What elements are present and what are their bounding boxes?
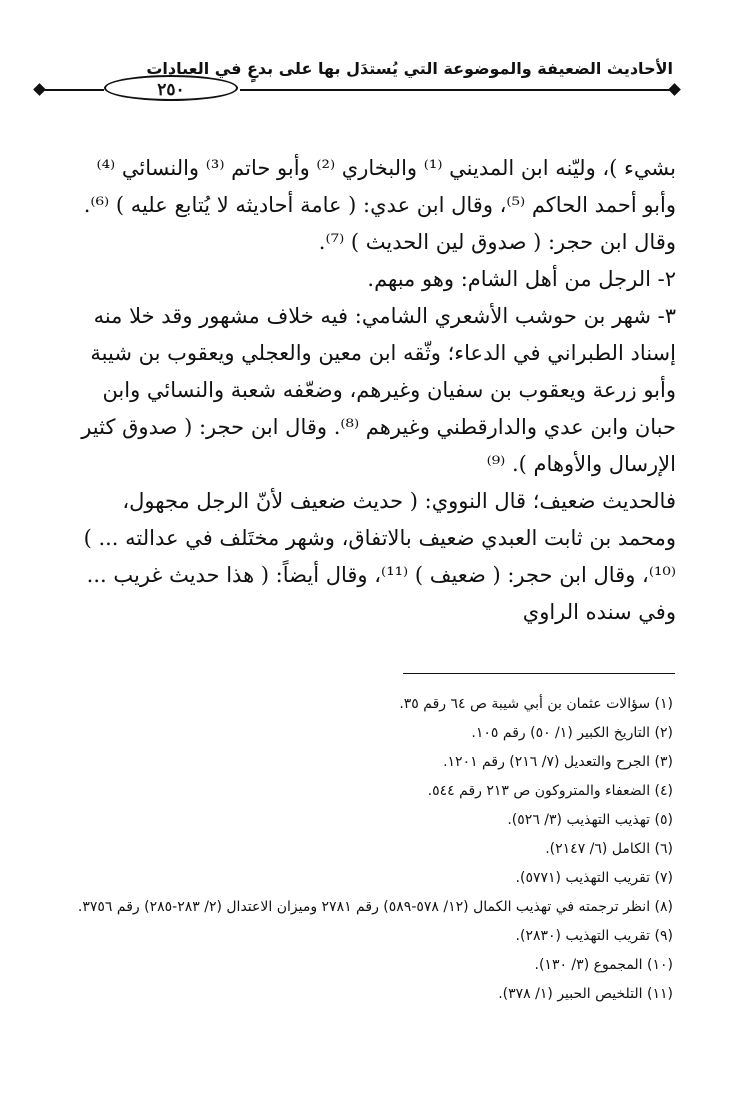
footnote-8: (٨) انظر ترجمته في تهذيب الكمال (١٢/ ٥٧٨-٥٨٩) رقم ٢٧٨١ وميزان الاعتدال (٢/ ٢٨٣-٢٨٥) رقم ٣٧٥٦. <box>77 899 673 915</box>
header-rule-right <box>240 89 679 91</box>
diamond-ornament-right-icon <box>668 83 681 96</box>
footnote-3: (٣) الجرح والتعديل (٧/ ٢١٦) رقم ١٢٠١. <box>443 754 673 770</box>
body-text <box>66 150 676 631</box>
footnote-4: (٤) الضعفاء والمتروكون ص ٢١٣ رقم ٥٤٤. <box>427 783 673 799</box>
header-rule-left <box>42 89 104 91</box>
diamond-ornament-left-icon <box>33 83 46 96</box>
footnote-5: (٥) تهذيب التهذيب (٣/ ٥٢٦). <box>507 812 673 828</box>
footnote-9: (٩) تقريب التهذيب (٢٨٣٠). <box>515 928 673 944</box>
footnote-2: (٢) التاريخ الكبير (١/ ٥٠) رقم ١٠٥. <box>471 725 673 741</box>
page-number: ٢٥٠ <box>104 75 238 101</box>
paragraph-narrators-grading: بشيء )، وليّنه ابن المديني ⁽¹⁾ والبخاري ⁽²⁾ وأبو حاتم ⁽³⁾ والنسائي ⁽⁴⁾ وأبو أحمد الحاكم ⁽⁵⁾، وقال ابن عدي: ( عامة أحاديثه لا يُتابع عليه ) ⁽⁶⁾. وقال ابن حجر: ( صدوق لين الحديث ) ⁽⁷⁾. <box>83 156 676 254</box>
paragraph-narrator-2: ٢- الرجل من أهل الشام: وهو مبهم. <box>367 267 676 291</box>
footnote-10: (١٠) المجموع (٣/ ١٣٠). <box>534 957 673 973</box>
footnote-11: (١١) التلخيص الحبير (١/ ٣٧٨). <box>498 986 673 1002</box>
footnote-separator <box>403 673 675 674</box>
paragraph-hadith-verdict: فالحديث ضعيف؛ قال النووي: ( حديث ضعيف لأنّ الرجل مجهول، ومحمد بن ثابت العبدي ضعيف بالاتفاق، وشهر مختَلف في عدالته ... ) ⁽¹⁰⁾، وقال ابن حجر: ( ضعيف ) ⁽¹¹⁾، وقال أيضاً: ( هذا حديث غريب ... وفي سنده الراوي <box>83 489 676 624</box>
running-header-title: الأحاديث الضعيفة والموضوعة التي يُستدَل بها على بدعٍ في العبادات <box>146 59 673 78</box>
footnotes <box>60 690 673 1009</box>
footnote-7: (٧) تقريب التهذيب (٥٧٧١). <box>515 870 673 886</box>
footnote-6: (٦) الكامل (٦/ ٢١٤٧). <box>545 841 673 857</box>
footnote-1: (١) سؤالات عثمان بن أبي شيبة ص ٦٤ رقم ٣٥. <box>399 696 673 712</box>
paragraph-narrator-3: ٣- شهر بن حوشب الأشعري الشامي: فيه خلاف مشهور وقد خلا منه إسناد الطبراني في الدعاء؛ وثّقه ابن معين والعجلي ويعقوب بن شيبة وأبو زرعة ويعقوب بن سفيان وغيرهم، وضعّفه شعبة والنسائي وابن حبان وابن عدي والدارقطني وغيرهم ⁽⁸⁾. وقال ابن حجر: ( صدوق كثير الإرسال والأوهام ). ⁽⁹⁾ <box>81 304 676 476</box>
